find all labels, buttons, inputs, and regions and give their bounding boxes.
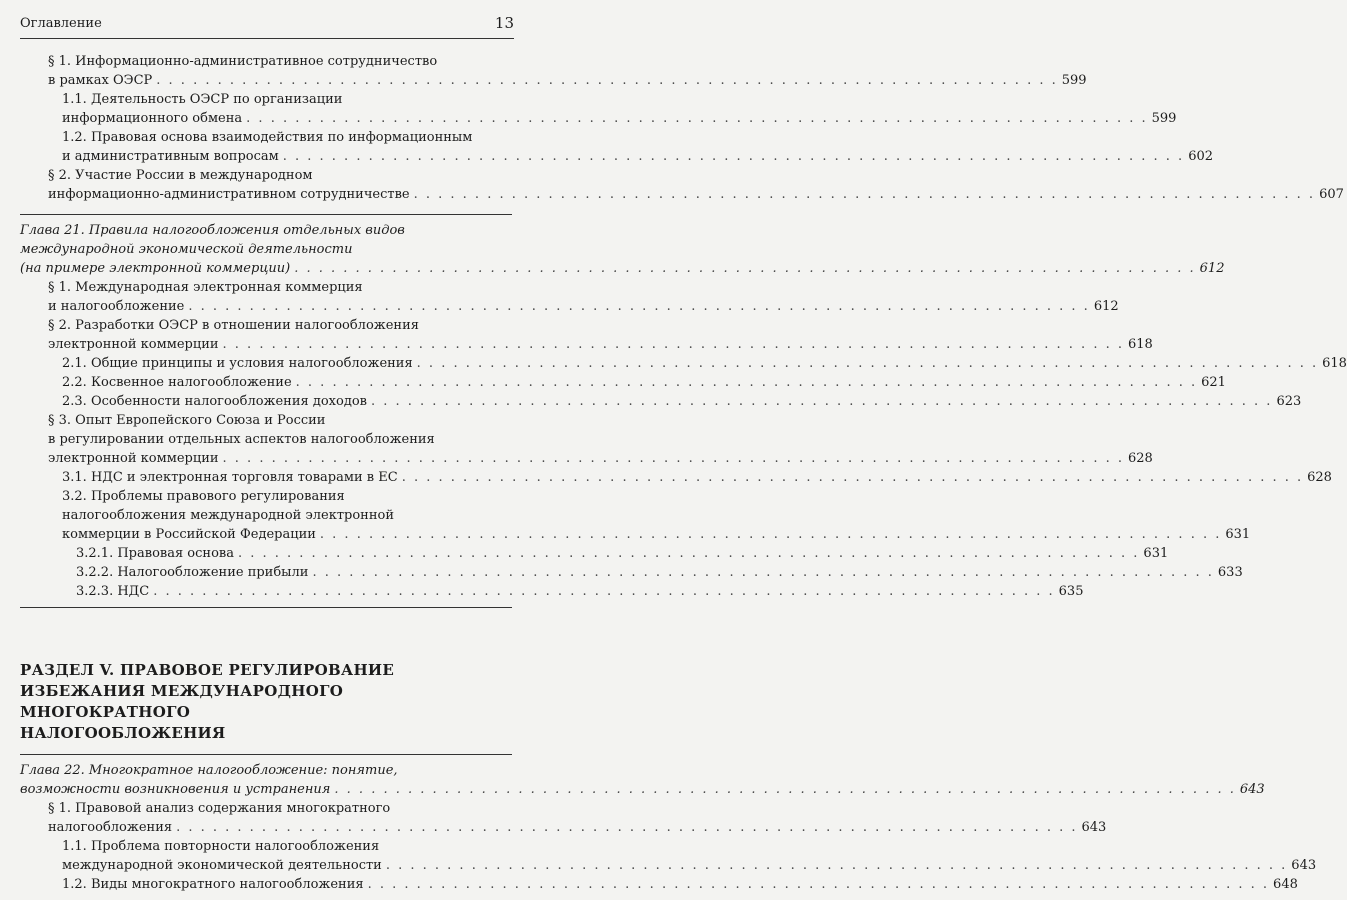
header-title: Оглавление: [20, 16, 102, 31]
dot-leader: [223, 449, 1124, 468]
dot-leader: [223, 335, 1124, 354]
toc-entry: [20, 875, 1298, 894]
dot-leader: [417, 354, 1318, 373]
toc-entry-text: возможности возникновения и устранения: [20, 782, 331, 797]
toc-entry-line: § 1. Информационно-административное сотрудничество: [48, 54, 438, 69]
toc-entry-last-line: [62, 373, 1226, 392]
section-heading-line: РАЗДЕЛ V. ПРАВОВОЕ РЕГУЛИРОВАНИЕ: [20, 661, 395, 679]
toc-entry: [20, 373, 1226, 392]
toc-page-number: 628: [1307, 470, 1332, 485]
dot-leader: [371, 392, 1272, 411]
toc-entry-line: Глава 21. Правила налогообложения отдельных видов: [20, 223, 405, 238]
toc-page-number: 623: [1276, 394, 1302, 409]
dot-leader: [188, 297, 1089, 316]
toc-entry: [20, 487, 1251, 544]
toc-entry-last-line: [76, 563, 1243, 582]
toc-entry-text: 2.1. Общие принципы и условия налогообложения: [62, 356, 413, 371]
toc-entry-line: Глава 22. Многократное налогообложение: понятие,: [20, 763, 398, 778]
toc-page-number: 643: [1081, 820, 1107, 835]
toc-entry-text: 3.2.1. Правовая основа: [76, 546, 234, 561]
toc-page-number: 612: [1093, 299, 1119, 314]
spacer: [20, 204, 512, 208]
toc-entry-line: § 2. Участие России в международном: [48, 168, 313, 183]
dot-leader: [153, 582, 1054, 601]
dot-leader: [414, 185, 1315, 204]
toc-entry-last-line: [48, 297, 1119, 316]
toc-entry-text: и налогообложение: [48, 299, 185, 314]
toc-entry-text: коммерции в Российской Федерации: [62, 527, 316, 542]
toc-entry-line: § 1. Правовой анализ содержания многократного: [48, 801, 391, 816]
dot-leader: [320, 525, 1221, 544]
toc-chapter-entry: [20, 221, 1225, 278]
dot-leader: [296, 373, 1197, 392]
toc-entry-last-line: [48, 818, 1107, 837]
toc-entry-text: 1.2. Виды многократного налогообложения: [62, 877, 364, 892]
toc-page-number: 621: [1201, 375, 1226, 390]
toc-entry-line: налогообложения международной электронной: [62, 508, 394, 523]
toc-list-2: [20, 761, 1317, 894]
toc-entry-last-line: [48, 335, 1153, 354]
dot-leader: [156, 71, 1057, 90]
running-header: [20, 14, 514, 39]
toc-entry-text: 3.1. НДС и электронная торговля товарами в ЕС: [62, 470, 398, 485]
toc-entry-text: информационно-административном сотрудничестве: [48, 187, 410, 202]
dot-leader: [238, 544, 1139, 563]
toc-entry-last-line: [76, 544, 1169, 563]
dot-leader: [246, 109, 1147, 128]
toc-entry: [20, 468, 1332, 487]
toc-entry: [20, 411, 1153, 468]
table-of-contents: [20, 52, 1347, 894]
toc-entry-text: и административным вопросам: [62, 149, 279, 164]
toc-entry-text: 3.2.3. НДС: [76, 584, 150, 599]
section-heading: [20, 660, 512, 744]
section-heading-line: НАЛОГООБЛОЖЕНИЯ: [20, 724, 226, 742]
toc-entry-last-line: [48, 449, 1153, 468]
toc-entry: [20, 563, 1243, 582]
toc-entry-line: § 3. Опыт Европейского Союза и России: [48, 413, 326, 428]
toc-entry-last-line: [48, 71, 1087, 90]
toc-entry-last-line: [20, 259, 1225, 278]
toc-entry-text: в рамках ОЭСР: [48, 73, 153, 88]
toc-page-number: 602: [1188, 149, 1214, 164]
toc-entry-text: электронной коммерции: [48, 451, 219, 466]
toc-entry-line: § 2. Разработки ОЭСР в отношении налогообложения: [48, 318, 419, 333]
toc-entry: [20, 316, 1153, 354]
toc-page-number: 633: [1217, 565, 1243, 580]
toc-entry-last-line: [76, 582, 1084, 601]
blank-space: [20, 614, 512, 650]
toc-entry-line: § 1. Международная электронная коммерция: [48, 280, 363, 295]
toc-entry-text: электронной коммерции: [48, 337, 219, 352]
toc-entry-last-line: [62, 109, 1177, 128]
chapter-divider: [20, 214, 512, 215]
dot-leader: [402, 468, 1303, 487]
toc-page-number: 612: [1199, 261, 1225, 276]
toc-entry-line: в регулировании отдельных аспектов налогообложения: [48, 432, 435, 447]
toc-page-number: 599: [1151, 111, 1177, 126]
dot-leader: [294, 259, 1195, 278]
toc-entry: [20, 582, 1084, 601]
toc-entry: [20, 52, 1087, 90]
toc-entry-text: международной экономической деятельности: [62, 858, 382, 873]
toc-entry: [20, 392, 1302, 411]
page-number: 13: [494, 14, 514, 32]
toc-entry-line: 3.2. Проблемы правового регулирования: [62, 489, 345, 504]
toc-list-1: [20, 52, 1347, 601]
toc-entry-last-line: [62, 525, 1251, 544]
toc-entry-last-line: [20, 780, 1265, 799]
toc-entry-last-line: [62, 354, 1347, 373]
toc-entry-line: 1.1. Деятельность ОЭСР по организации: [62, 92, 343, 107]
toc-page-number: 631: [1143, 546, 1169, 561]
toc-entry-last-line: [62, 392, 1302, 411]
section-divider-top: [20, 607, 512, 608]
toc-page-number: 607: [1319, 187, 1344, 202]
toc-entry-last-line: [62, 468, 1332, 487]
toc-entry-text: 2.3. Особенности налогообложения доходов: [62, 394, 367, 409]
toc-entry-text: 2.2. Косвенное налогообложение: [62, 375, 292, 390]
toc-entry-text: налогообложения: [48, 820, 173, 835]
toc-entry: [20, 354, 1347, 373]
toc-page-number: 635: [1058, 584, 1084, 599]
dot-leader: [386, 856, 1287, 875]
toc-entry-line: 1.1. Проблема повторности налогообложения: [62, 839, 380, 854]
toc-page-number: 628: [1127, 451, 1153, 466]
dot-leader: [312, 563, 1213, 582]
toc-entry-last-line: [62, 856, 1317, 875]
toc-page-number: 643: [1291, 858, 1317, 873]
dot-leader: [176, 818, 1077, 837]
toc-entry-text: (на примере электронной коммерции): [20, 261, 291, 276]
toc-page-number: 599: [1061, 73, 1087, 88]
toc-entry-line: 1.2. Правовая основа взаимодействия по информационным: [62, 130, 473, 145]
toc-entry: [20, 837, 1317, 875]
dot-leader: [368, 875, 1269, 894]
section-heading-line: ИЗБЕЖАНИЯ МЕЖДУНАРОДНОГО МНОГОКРАТНОГО: [20, 682, 344, 721]
section-divider-bottom: [20, 754, 512, 755]
toc-page-number: 643: [1239, 782, 1265, 797]
toc-entry: [20, 90, 1177, 128]
toc-page-number: 618: [1127, 337, 1153, 352]
toc-page-number: 648: [1273, 877, 1298, 892]
toc-entry-line: международной экономической деятельности: [20, 242, 353, 257]
toc-entry: [20, 128, 1214, 166]
toc-entry-last-line: [62, 147, 1214, 166]
toc-entry: [20, 166, 1344, 204]
toc-entry: [20, 799, 1107, 837]
dot-leader: [283, 147, 1184, 166]
toc-chapter-entry: [20, 761, 1265, 799]
toc-page-number: 631: [1225, 527, 1251, 542]
toc-page-number: 618: [1322, 356, 1347, 371]
toc-entry-text: информационного обмена: [62, 111, 243, 126]
toc-entry-last-line: [62, 875, 1298, 894]
toc-entry-text: 3.2.2. Налогообложение прибыли: [76, 565, 309, 580]
toc-entry: [20, 278, 1119, 316]
dot-leader: [334, 780, 1235, 799]
toc-entry-last-line: [48, 185, 1344, 204]
toc-entry: [20, 544, 1169, 563]
